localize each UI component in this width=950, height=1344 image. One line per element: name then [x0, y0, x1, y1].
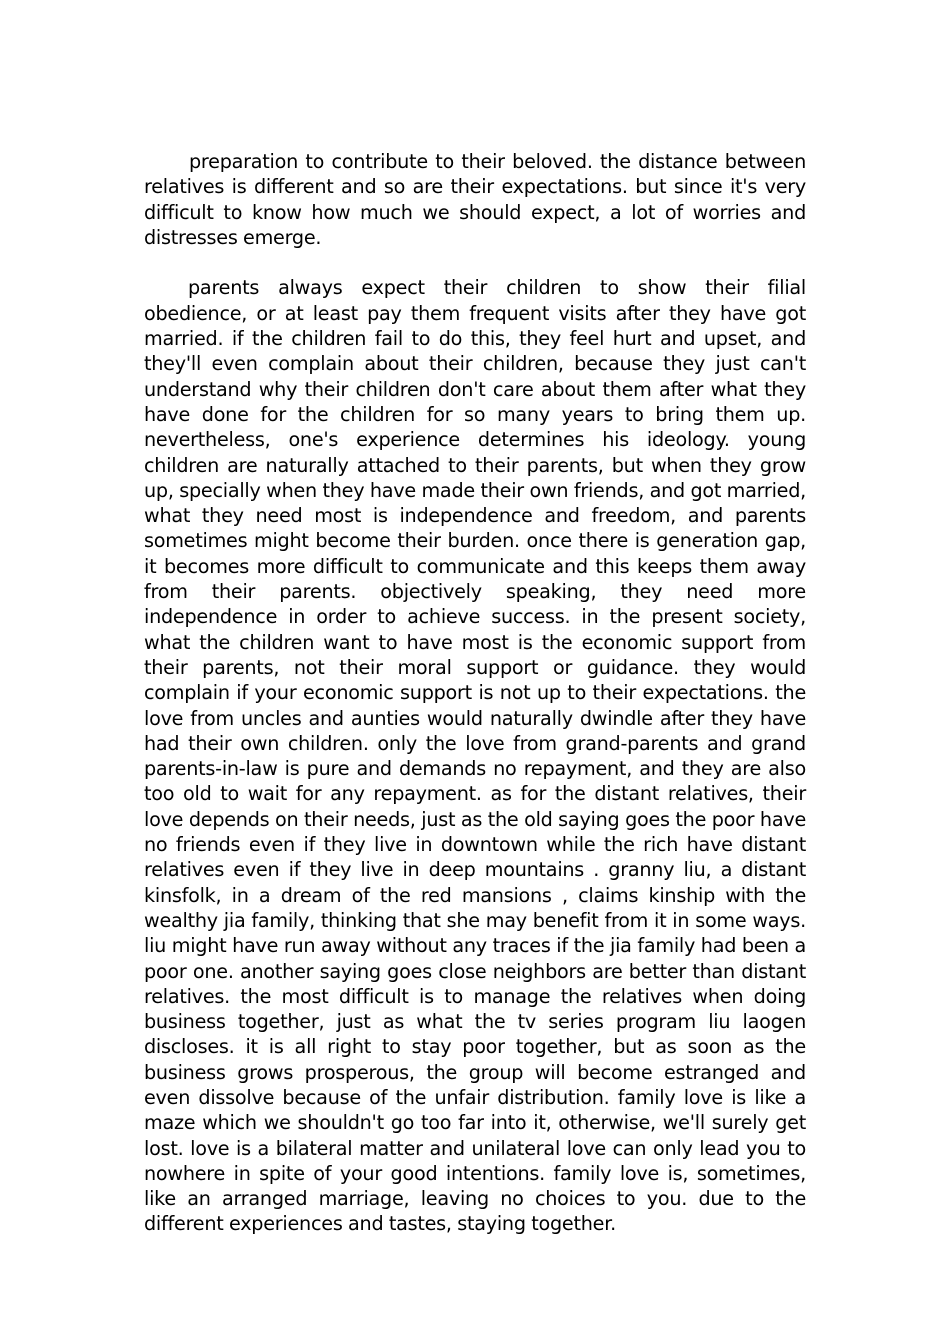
- body-text: [144, 149, 806, 1237]
- paragraph-spacer: [144, 250, 806, 275]
- paragraph-1: preparation to contribute to their beloved. the distance between relatives is different and so are their expectations. but since it's very difficult to know how much we should expect, a lot of worries and distresses emerge.: [144, 150, 806, 249]
- paragraph-2: parents always expect their children to show their filial obedience, or at least pay them frequent visits after they have got married. if the children fail to do this, they feel hurt and upset, and they'll even complain about their children, because they just can't understand why their children don't care about them after what they have done for the children for so many years to bring them up. nevertheless, one's experience determines his ideology. young children are naturally attached to their parents, but when they grow up, specially when they have made their own friends, and got married, what they need most is independence and freedom, and parents sometimes might become their burden. once there is generation gap, it becomes more difficult to communicate and this keeps them away from their parents. objectively speaking, they need more independence in order to achieve success. in the present society, what the children want to have most is the economic support from their parents, not their moral support or guidance. they would complain if your economic support is not up to their expectations. the love from uncles and aunties would naturally dwindle after they have had their own children. only the love from grand-parents and grand parents-in-law is pure and demands no repayment, and they are also too old to wait for any repayment. as for the distant relatives, their love depends on their needs, just as the old saying goes the poor have no friends even if they live in downtown while the rich have distant relatives even if they live in deep mountains . granny liu, a distant kinsfolk, in a dream of the red mansions , claims kinship with the wealthy jia family, thinking that she may benefit from it in some ways. liu might have run away without any traces if the jia family had been a poor one. another saying goes close neighbors are better than distant relatives. the most difficult is to manage the relatives when doing business together, just as what the tv series program liu laogen discloses. it is all right to stay poor together, but as soon as the business grows prosperous, the group will become estranged and even dissolve because of the unfair distribution. family love is like a maze which we shouldn't go too far into it, otherwise, we'll surely get lost. love is a bilateral matter and unilateral love can only lead you to nowhere in spite of your good intentions. family love is, sometimes, like an arranged marriage, leaving no choices to you. due to the different experiences and tastes, staying together.: [144, 276, 806, 1236]
